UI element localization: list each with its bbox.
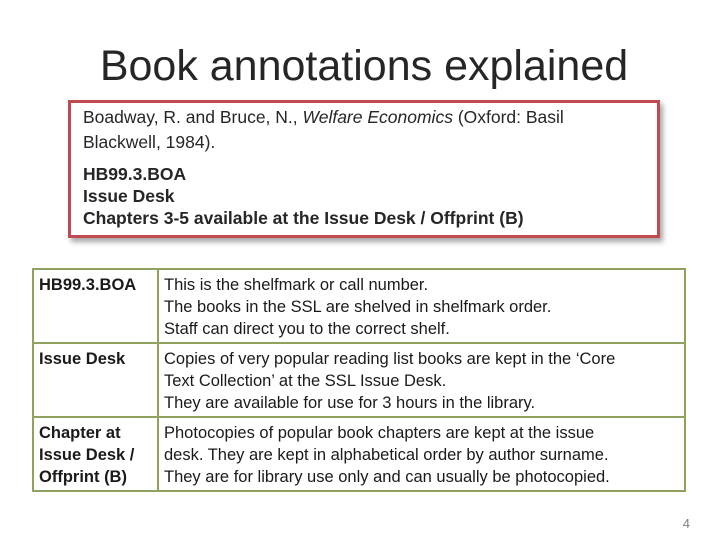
definition-line: This is the shelfmark or call number. bbox=[164, 276, 429, 294]
citation-book-title: Welfare Economics bbox=[302, 107, 453, 127]
citation-box bbox=[68, 100, 660, 238]
page-number: 4 bbox=[682, 516, 690, 531]
term-issue-desk: Issue Desk bbox=[39, 350, 126, 368]
citation-reference bbox=[83, 105, 647, 130]
term-chapter-line: Issue Desk / bbox=[39, 446, 135, 464]
definition-line: They are for library use only and can usually be photocopied. bbox=[164, 468, 610, 486]
annotations-table bbox=[32, 268, 686, 492]
definition-line: desk. They are kept in alphabetical order by author surname. bbox=[164, 446, 609, 464]
definition-line: Copies of very popular reading list books are kept in the ‘Core bbox=[164, 350, 616, 368]
slide-title: Book annotations explained bbox=[99, 42, 629, 90]
citation-chapters: Chapters 3-5 available at the Issue Desk / Offprint (B) bbox=[83, 208, 524, 228]
table-row bbox=[33, 417, 685, 491]
definition-line: The books in the SSL are shelved in shelfmark order. bbox=[164, 298, 552, 316]
definition-line: They are available for use for 3 hours in the library. bbox=[164, 394, 536, 412]
citation-publisher-1: (Oxford: Basil bbox=[452, 107, 564, 127]
term-shelfmark: HB99.3.BOA bbox=[39, 276, 137, 294]
row-definition bbox=[158, 417, 685, 491]
row-definition bbox=[158, 269, 685, 343]
row-term bbox=[33, 269, 158, 343]
citation-shelfmark: HB99.3.BOA bbox=[83, 164, 187, 184]
citation-authors: Boadway, R. and Bruce, N., bbox=[83, 107, 303, 127]
citation-location: Issue Desk bbox=[83, 186, 175, 206]
definition-line: Text Collection’ at the SSL Issue Desk. bbox=[164, 372, 447, 390]
term-chapter-line: Offprint (B) bbox=[39, 468, 127, 486]
row-term bbox=[33, 417, 158, 491]
row-term bbox=[33, 343, 158, 417]
definition-line: Photocopies of popular book chapters are kept at the issue bbox=[164, 424, 595, 442]
table-row bbox=[33, 269, 685, 343]
definition-line: Staff can direct you to the correct shelf. bbox=[164, 320, 450, 338]
citation-publisher-2: Blackwell, 1984). bbox=[83, 132, 216, 152]
row-definition bbox=[158, 343, 685, 417]
table-row bbox=[33, 343, 685, 417]
term-chapter-line: Chapter at bbox=[39, 424, 121, 442]
